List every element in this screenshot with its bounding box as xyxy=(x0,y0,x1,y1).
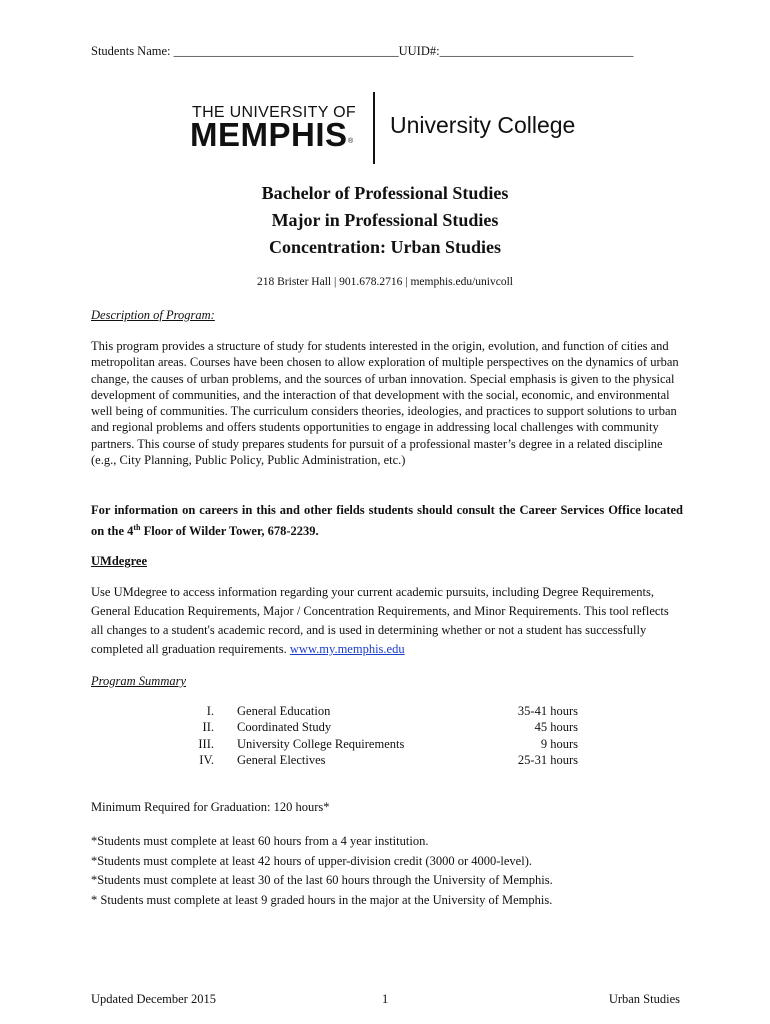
footer-page-number: 1 xyxy=(382,992,389,1006)
degree-title: Bachelor of Professional Studies xyxy=(261,183,509,203)
description-heading: Description of Program: xyxy=(91,308,215,322)
summary-row-hours: 35-41 hours xyxy=(517,704,578,718)
umdegree-body: Use UMdegree to access information regarding your current academic pursuits, including Degree Requirements, General Education Requirements, Major / Concentration Requirements, and Minor Requirements. This tool reflects all changes to a student's academic record, and is used in determining whether or not a student has successfully completed all graduation requirements. xyxy=(91,585,669,656)
footer-updated: Updated December 2015 xyxy=(91,992,216,1006)
footer-concentration: Urban Studies xyxy=(608,992,680,1006)
summary-row-hours: 9 hours xyxy=(540,737,578,751)
requirement-item: * Students must complete at least 9 graded hours in the major at the University of Memphis. xyxy=(91,892,553,907)
requirements-list xyxy=(91,832,553,910)
summary-row-hours: 25-31 hours xyxy=(517,753,578,767)
umdegree-link[interactable]: www.my.memphis.edu xyxy=(289,642,405,656)
program-titles xyxy=(0,180,770,261)
requirement-item: *Students must complete at least 42 hours of upper-division credit (3000 or 4000-level). xyxy=(91,853,532,868)
logo-university-college: University College xyxy=(390,112,576,138)
summary-row-number: II. xyxy=(202,720,214,734)
careers-note xyxy=(91,501,683,540)
summary-row-name: General Electives xyxy=(237,753,326,767)
logo-memphis: MEMPHIS xyxy=(190,116,348,153)
program-summary-heading: Program Summary xyxy=(91,674,187,688)
umdegree-text xyxy=(91,583,683,659)
contact-line: 218 Brister Hall | 901.678.2716 | memphis.edu/univcoll xyxy=(257,276,513,288)
summary-row-name: General Education xyxy=(237,704,331,718)
major-title: Major in Professional Studies xyxy=(271,210,499,230)
requirement-item: *Students must complete at least 30 of the last 60 hours through the University of Memphis. xyxy=(91,873,553,887)
umdegree-heading: UMdegree xyxy=(91,554,147,568)
summary-row xyxy=(0,737,770,754)
careers-superscript: th xyxy=(133,523,141,532)
requirement-item: *Students must complete at least 60 hours from a 4 year institution. xyxy=(91,834,429,848)
summary-row-hours: 45 hours xyxy=(534,720,578,734)
description-text: This program provides a structure of study for students interested in the origin, evolution, and function of cities and metropolitan areas. Courses have been chosen to allow exploration of multiple perspectives on the dynamics of urban change, the causes of urban problems, and the sources of urban innovation. Special emphasis is given to the physical development of communities, and the interaction of that development with the social, economic, and environmental well being of communities. The curriculum considers theories, ideologies, and practices to support solutions to urban and regional problems and offers students opportunities to engage in addressing local challenges with community partners. This course of study prepares students for pursuit of a professional master’s degree in a related discipline (e.g., City Planning, Public Policy, Public Administration, etc.) xyxy=(91,339,679,468)
concentration-title: Concentration: Urban Studies xyxy=(268,237,501,257)
careers-text-1: For information on careers in this and other fields students should consult the Career Services Office located on the 4 xyxy=(91,503,683,539)
summary-row-name: Coordinated Study xyxy=(237,720,332,734)
summary-row-number: I. xyxy=(206,704,214,718)
registered-mark-icon: ® xyxy=(348,138,354,145)
summary-row xyxy=(0,720,770,737)
summary-row-number: IV. xyxy=(199,753,214,767)
logo-university-of: THE UNIVERSITY OF xyxy=(192,104,356,121)
minimum-hours: Minimum Required for Graduation: 120 hours* xyxy=(91,800,330,814)
summary-row-name: University College Requirements xyxy=(237,737,405,751)
student-name-uuid-line: Students Name: ____________________________________UUID#:_______________________________ xyxy=(91,44,634,58)
careers-text-2: Floor of Wilder Tower, 678-2239. xyxy=(140,524,319,539)
summary-row xyxy=(0,753,770,770)
summary-row-number: III. xyxy=(198,737,214,751)
summary-row xyxy=(0,704,770,721)
logo-divider xyxy=(373,92,375,164)
university-logo xyxy=(190,92,590,166)
